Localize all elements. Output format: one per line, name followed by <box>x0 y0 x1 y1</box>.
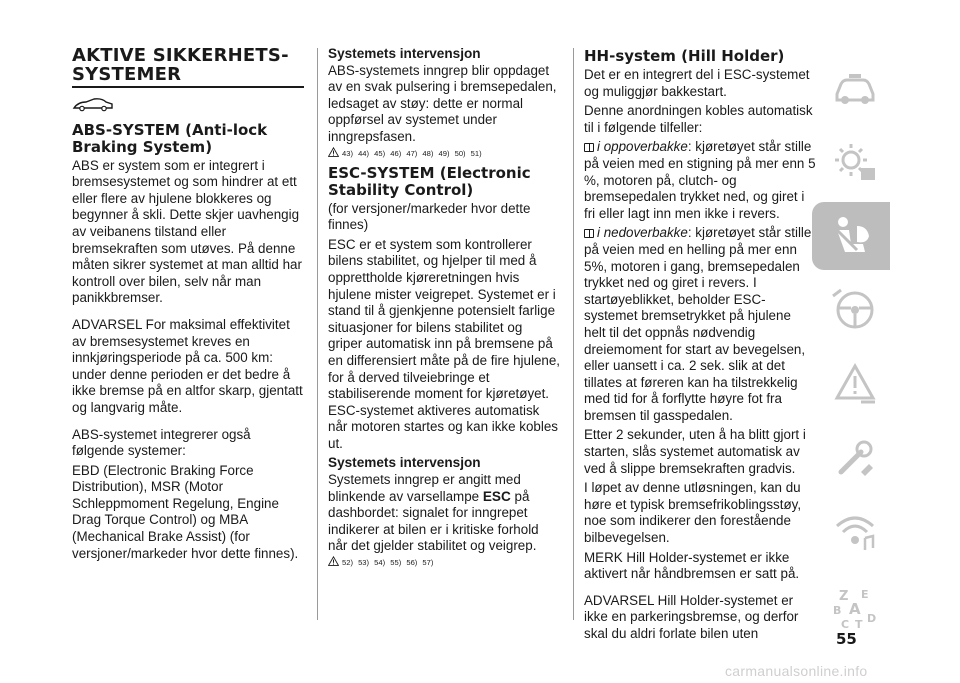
intervention-heading: Systemets intervensjon <box>328 46 481 61</box>
hh-heading: HH-system (Hill Holder) <box>584 47 785 65</box>
column-1 <box>72 46 304 565</box>
hh-condition: Denne anordningen kobles automatisk til i følgende tilfeller: <box>584 103 813 135</box>
column-divider <box>317 48 318 620</box>
tab-multimedia[interactable] <box>820 498 890 566</box>
esc-lamp-label: ESC <box>482 488 511 504</box>
svg-text:D: D <box>867 612 877 625</box>
abs-systems-list: EBD (Electronic Braking Force Distribution), MSR (Motor Schleppmoment Regelung, Engine Drag Torque Control) og MBA (Mechanical Brake Assist) (for versjoner/markeder hvor dette finnes). <box>72 462 299 561</box>
multimedia-icon <box>831 508 879 556</box>
sport-car-badge-icon <box>72 96 116 116</box>
tab-car-info[interactable] <box>820 54 890 122</box>
car-info-icon <box>831 64 879 112</box>
index-letters-icon <box>831 582 879 630</box>
advarsel-paragraph: ADVARSEL For maksimal effektivitet av bremsesystemet kreves en innkjøringsperiode på ca. 500 km: under denne perioden er det bedre å ikke bremse på en altfor skarp, gjentatt og langvarig måte. <box>72 316 303 415</box>
esc-heading: ESC-SYSTEM (Electronic Stability Control) <box>328 163 531 199</box>
svg-text:T: T <box>855 618 863 630</box>
book-icon <box>584 143 594 152</box>
hh-sound: I løpet av denne utløsningen, kan du høre et typisk bremsefrikoblingsstøy, noe som indikerer den forestående bilbevegelsen. <box>584 480 802 546</box>
book-icon <box>584 229 594 238</box>
tab-warning-lights[interactable] <box>820 128 890 196</box>
esc-intervention: Systemets inngrep er angitt med blinkende av varsellampe ESC på dashbordet: signalet for inngrepet indikerer at bilen er i kritiske forhold når det gjelder stabilitet og veigrep. <box>328 472 539 554</box>
road-warning-icon <box>831 360 879 408</box>
warning-triangle-icon <box>328 147 339 157</box>
tab-driving[interactable] <box>820 276 890 344</box>
intervention-heading-2: Systemets intervensjon <box>328 455 481 471</box>
warning-notes-2[interactable]: 52) 53) 54) 55) 56) 57) <box>342 558 560 568</box>
watermark: carmanualsonline.info <box>725 663 868 679</box>
abs-intro: ABS er system som er integrert i bremsesystemet og som hindrer at ett eller flere av hjulene blokkeres og begynner å skli. Dette skjer uavhengig av veibanens tilstand eller bremsekraften som utøves. På denne måten sikrer systemet at man alltid har kontroll over bilen, selv når man panikkbremser. <box>72 157 302 306</box>
section-title: AKTIVE SIKKERHETS- SYSTEMER <box>72 45 289 85</box>
abs-intervention: ABS-systemets inngrep blir oppdaget av en svak pulsering i bremsepedalen, ledsaget av støy: dette er normal oppførsel av systemet under inngrepsfasen. <box>328 62 557 144</box>
esc-body: ESC er et system som kontrollerer bilens stabilitet, og hjelper til med å opprettholde kjøreretningen hvis hjulene mister veigrepet. Systemet er i stand til å gjenkjenne potensielt farlige situasjoner for bilens stabilitet og griper automatisk inn på bremsene på en differensiert måte på de fire hjulene, for å derved tilveiebringe et stabiliserende moment for kjøretøyet. ESC-systemet aktiveres automatisk når motoren startes og kan ikke kobles ut. <box>328 236 561 451</box>
tab-service[interactable] <box>820 424 890 492</box>
abs-integrates: ABS-systemet integrerer også følgende systemer: <box>72 426 251 459</box>
svg-text:E: E <box>861 588 869 601</box>
hh-intro: Det er en integrert del i ESC-systemet og muliggjør bakkestart. <box>584 67 810 99</box>
svg-text:C: C <box>841 618 850 630</box>
warning-notes[interactable]: 43) 44) 45) 46) 47) 48) 49) 50) 51) <box>342 149 560 159</box>
esc-versions: (for versjoner/markeder hvor dette finnes) <box>328 200 531 233</box>
chapter-sidebar <box>820 54 890 646</box>
hh-merk: MERK Hill Holder-systemet er ikke aktivert når håndbremsen er satt på. <box>584 549 800 582</box>
page-number: 55 <box>836 630 857 648</box>
svg-text:B: B <box>833 604 842 617</box>
title-rule <box>72 86 304 88</box>
warning-triangle-icon <box>328 556 339 566</box>
hh-downhill: i nedoverbakke: kjøretøyet står stille på veien med en helling på mer enn 5%, motoren i gang, bremsepedalen trykket ned og giret i revers. I startøyeblikket, beholder ESC-systemet bremsetrykket på hjulene helt til det oppnås nødvendig dreiemoment for start av bevegelsen, eller uansett i ca. 2 sek. slik at det tillates at føreren kan ha tilstrekkelig med tid for å forflytte høyre fot fra bremsen til gasspedalen. <box>584 225 812 423</box>
warning-lights-icon <box>831 138 879 186</box>
abs-heading: ABS-SYSTEM (Anti-lock Braking System) <box>72 120 268 156</box>
hh-uphill: i oppoverbakke: kjøretøyet står stille på veien med en stigning på mer enn 5 %, motoren på, clutch- og bremsepedalen trykket ned, og giret i fri eller lagt inn men ikke i revers. <box>584 139 816 221</box>
svg-text:Z: Z <box>839 589 849 604</box>
column-2 <box>328 46 560 574</box>
hh-after-2s: Etter 2 sekunder, uten å ha blitt gjort i starten, slås systemet automatisk av ved å slippe bremsekraften gradvis. <box>584 427 806 476</box>
tab-safety[interactable] <box>812 202 890 270</box>
column-divider <box>573 48 574 620</box>
tab-emergency[interactable] <box>820 350 890 418</box>
safety-seatbelt-icon <box>827 212 875 260</box>
steering-wheel-icon <box>831 286 879 334</box>
service-tools-icon <box>831 434 879 482</box>
hh-advarsel: ADVARSEL Hill Holder-systemet er ikke en parkeringsbremse, og derfor skal du aldri forlate bilen uten <box>584 592 799 641</box>
column-3 <box>584 46 816 646</box>
svg-text:A: A <box>849 600 861 618</box>
